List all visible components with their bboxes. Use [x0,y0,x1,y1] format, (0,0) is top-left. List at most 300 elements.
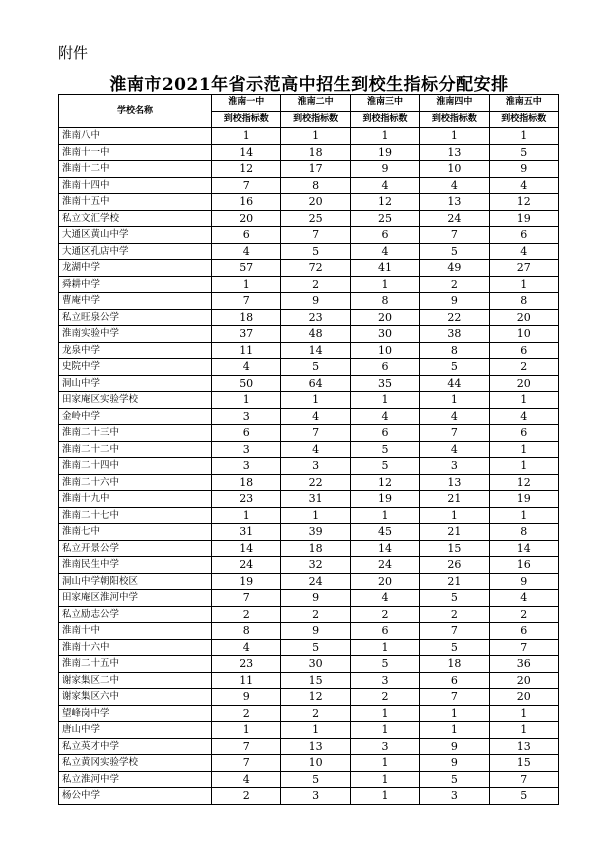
quota-cell: 7 [420,425,489,442]
school-name-cell: 淮南十四中 [59,177,212,194]
quota-cell: 19 [489,491,558,508]
school-name-cell: 私立英才中学 [59,738,212,755]
quota-cell: 6 [489,425,558,442]
quota-cell: 10 [420,161,489,178]
column-sub-header: 到校指标数 [350,111,419,128]
quota-cell: 4 [489,408,558,425]
quota-cell: 1 [212,507,281,524]
quota-cell: 11 [212,672,281,689]
quota-cell: 7 [212,755,281,772]
quota-cell: 13 [420,474,489,491]
attachment-label: 附件 [58,44,89,62]
table-row [59,458,559,475]
quota-cell: 7 [212,590,281,607]
quota-cell: 1 [489,276,558,293]
table-row [59,738,559,755]
quota-cell: 4 [212,639,281,656]
quota-cell: 1 [420,507,489,524]
quota-cell: 3 [212,458,281,475]
quota-cell: 1 [489,507,558,524]
table-row [59,342,559,359]
quota-cell: 45 [350,524,419,541]
quota-cell: 1 [281,722,350,739]
table-row [59,293,559,310]
quota-cell: 9 [350,161,419,178]
quota-cell: 4 [489,243,558,260]
quota-cell: 1 [489,458,558,475]
quota-cell: 1 [281,392,350,409]
school-name-cell: 私立淮河中学 [59,771,212,788]
quota-cell: 57 [212,260,281,277]
quota-cell: 20 [350,309,419,326]
quota-cell: 10 [489,326,558,343]
table-row [59,524,559,541]
school-name-cell: 大通区孔店中学 [59,243,212,260]
quota-cell: 5 [281,771,350,788]
quota-cell: 4 [350,590,419,607]
school-name-cell: 淮南二十二中 [59,441,212,458]
school-name-cell: 谢家集区六中 [59,689,212,706]
document-title: 淮南市2021年省示范高中招生到校生指标分配安排 [109,75,509,95]
quota-cell: 35 [350,375,419,392]
table-row [59,177,559,194]
quota-cell: 30 [350,326,419,343]
school-name-cell: 史院中学 [59,359,212,376]
table-header [59,95,559,128]
column-header-school: 淮南一中 [212,95,281,112]
quota-cell: 2 [420,606,489,623]
quota-cell: 38 [420,326,489,343]
quota-cell: 15 [420,540,489,557]
quota-cell: 12 [350,474,419,491]
school-name-cell: 私立黄冈实验学校 [59,755,212,772]
quota-cell: 24 [420,210,489,227]
quota-cell: 5 [350,656,419,673]
quota-cell: 2 [489,606,558,623]
quota-cell: 12 [281,689,350,706]
quota-cell: 4 [350,177,419,194]
column-sub-header: 到校指标数 [420,111,489,128]
table-row [59,408,559,425]
quota-cell: 7 [212,738,281,755]
school-name-cell: 私立旺泉公学 [59,309,212,326]
quota-cell: 18 [281,144,350,161]
school-name-cell: 田家庵区淮河中学 [59,590,212,607]
quota-cell: 10 [350,342,419,359]
quota-cell: 13 [420,144,489,161]
quota-cell: 5 [281,639,350,656]
school-name-cell: 淮南二十六中 [59,474,212,491]
quota-cell: 41 [350,260,419,277]
table-body [59,128,559,805]
quota-cell: 8 [281,177,350,194]
school-name-cell: 淮南十六中 [59,639,212,656]
quota-cell: 24 [350,557,419,574]
quota-cell: 6 [212,425,281,442]
quota-cell: 1 [350,755,419,772]
quota-cell: 2 [281,606,350,623]
quota-cell: 1 [212,128,281,145]
quota-cell: 17 [281,161,350,178]
table-row [59,771,559,788]
quota-cell: 31 [212,524,281,541]
school-name-cell: 淮南十一中 [59,144,212,161]
quota-cell: 7 [212,177,281,194]
quota-cell: 1 [212,276,281,293]
quota-cell: 32 [281,557,350,574]
quota-cell: 4 [212,771,281,788]
quota-cell: 5 [420,590,489,607]
school-name-cell: 私立励志公学 [59,606,212,623]
school-name-cell: 金岭中学 [59,408,212,425]
quota-cell: 1 [489,441,558,458]
quota-cell: 9 [420,738,489,755]
quota-cell: 5 [281,359,350,376]
quota-cell: 8 [420,342,489,359]
quota-cell: 26 [420,557,489,574]
school-name-cell: 唐山中学 [59,722,212,739]
school-name-cell: 大通区黄山中学 [59,227,212,244]
table-row [59,507,559,524]
quota-cell: 2 [212,705,281,722]
quota-cell: 15 [281,672,350,689]
quota-cell: 7 [281,227,350,244]
quota-cell: 3 [212,441,281,458]
quota-cell: 1 [350,705,419,722]
quota-cell: 6 [350,227,419,244]
quota-cell: 3 [281,788,350,805]
quota-cell: 18 [212,474,281,491]
quota-cell: 18 [212,309,281,326]
school-name-cell: 淮南二十七中 [59,507,212,524]
quota-cell: 31 [281,491,350,508]
quota-cell: 1 [420,128,489,145]
quota-cell: 2 [420,276,489,293]
table-row [59,326,559,343]
quota-cell: 21 [420,491,489,508]
quota-cell: 1 [350,722,419,739]
table-row [59,755,559,772]
quota-cell: 1 [212,392,281,409]
quota-cell: 3 [281,458,350,475]
school-name-cell: 淮南十五中 [59,194,212,211]
quota-cell: 23 [212,491,281,508]
quota-cell: 7 [281,425,350,442]
quota-cell: 23 [281,309,350,326]
quota-cell: 7 [212,293,281,310]
table-row [59,491,559,508]
quota-cell: 23 [212,656,281,673]
table-row [59,573,559,590]
quota-cell: 20 [489,672,558,689]
quota-cell: 24 [212,557,281,574]
quota-cell: 5 [420,243,489,260]
quota-cell: 24 [281,573,350,590]
table-row [59,689,559,706]
quota-cell: 16 [212,194,281,211]
quota-cell: 1 [489,128,558,145]
quota-cell: 5 [281,243,350,260]
quota-cell: 30 [281,656,350,673]
quota-cell: 11 [212,342,281,359]
school-name-cell: 舜耕中学 [59,276,212,293]
school-name-cell: 私立文汇学校 [59,210,212,227]
quota-cell: 9 [281,293,350,310]
quota-cell: 4 [420,177,489,194]
school-name-cell: 淮南十二中 [59,161,212,178]
table-row [59,441,559,458]
quota-cell: 2 [281,276,350,293]
quota-cell: 19 [350,144,419,161]
quota-cell: 37 [212,326,281,343]
column-header-school: 淮南三中 [350,95,419,112]
table-row [59,309,559,326]
quota-cell: 2 [212,788,281,805]
school-name-cell: 淮南实验中学 [59,326,212,343]
quota-cell: 18 [420,656,489,673]
quota-cell: 48 [281,326,350,343]
school-name-cell: 私立开景公学 [59,540,212,557]
quota-cell: 13 [420,194,489,211]
table-row [59,557,559,574]
quota-cell: 1 [489,722,558,739]
quota-cell: 1 [350,788,419,805]
quota-cell: 14 [281,342,350,359]
table-row [59,375,559,392]
quota-cell: 3 [350,738,419,755]
school-name-cell: 淮南八中 [59,128,212,145]
quota-cell: 20 [489,689,558,706]
school-name-cell: 龙湖中学 [59,260,212,277]
quota-cell: 72 [281,260,350,277]
quota-cell: 7 [489,639,558,656]
quota-cell: 9 [212,689,281,706]
quota-cell: 7 [489,771,558,788]
quota-cell: 9 [489,161,558,178]
school-name-cell: 淮南十中 [59,623,212,640]
quota-cell: 3 [212,408,281,425]
quota-cell: 4 [281,441,350,458]
column-header-school: 淮南四中 [420,95,489,112]
school-name-cell: 淮南二十三中 [59,425,212,442]
quota-cell: 1 [489,392,558,409]
quota-cell: 2 [212,606,281,623]
quota-cell: 12 [489,474,558,491]
table-row [59,606,559,623]
quota-cell: 2 [350,606,419,623]
quota-cell: 8 [212,623,281,640]
school-name-cell: 杨公中学 [59,788,212,805]
quota-cell: 9 [420,755,489,772]
quota-cell: 1 [420,392,489,409]
school-name-cell: 淮南二十四中 [59,458,212,475]
quota-cell: 4 [420,408,489,425]
table-row [59,359,559,376]
column-header-school: 淮南五中 [489,95,558,112]
quota-cell: 4 [489,177,558,194]
school-name-cell: 龙泉中学 [59,342,212,359]
table-row [59,144,559,161]
quota-cell: 12 [350,194,419,211]
quota-cell: 1 [489,705,558,722]
quota-cell: 14 [212,144,281,161]
quota-cell: 20 [489,375,558,392]
quota-cell: 6 [350,425,419,442]
quota-cell: 14 [350,540,419,557]
quota-cell: 1 [281,128,350,145]
quota-cell: 6 [420,672,489,689]
table-row [59,623,559,640]
quota-cell: 20 [350,573,419,590]
quota-cell: 7 [420,623,489,640]
quota-cell: 9 [281,623,350,640]
school-name-cell: 谢家集区二中 [59,672,212,689]
quota-cell: 15 [489,755,558,772]
quota-cell: 1 [281,507,350,524]
quota-cell: 1 [350,507,419,524]
table-row [59,705,559,722]
table-row [59,788,559,805]
quota-cell: 13 [281,738,350,755]
quota-cell: 20 [489,309,558,326]
quota-cell: 22 [281,474,350,491]
quota-cell: 21 [420,524,489,541]
school-name-cell: 淮南十九中 [59,491,212,508]
quota-cell: 20 [212,210,281,227]
quota-cell: 9 [489,573,558,590]
quota-cell: 1 [350,392,419,409]
quota-cell: 6 [489,227,558,244]
quota-cell: 3 [350,672,419,689]
quota-cell: 8 [489,293,558,310]
quota-cell: 4 [212,359,281,376]
quota-cell: 16 [489,557,558,574]
school-name-cell: 洞山中学朝阳校区 [59,573,212,590]
quota-cell: 12 [212,161,281,178]
table-row [59,639,559,656]
quota-cell: 4 [281,408,350,425]
school-name-cell: 淮南民生中学 [59,557,212,574]
quota-cell: 2 [350,689,419,706]
quota-cell: 1 [420,705,489,722]
table-row [59,656,559,673]
quota-cell: 10 [281,755,350,772]
quota-cell: 1 [350,128,419,145]
quota-cell: 7 [420,689,489,706]
table-row [59,425,559,442]
school-name-header: 学校名称 [59,95,212,128]
quota-cell: 25 [281,210,350,227]
table-row [59,243,559,260]
quota-cell: 5 [420,639,489,656]
school-name-cell: 淮南二十五中 [59,656,212,673]
quota-cell: 1 [420,722,489,739]
quota-cell: 36 [489,656,558,673]
allocation-table [58,94,559,805]
quota-cell: 25 [350,210,419,227]
quota-cell: 12 [489,194,558,211]
quota-cell: 2 [489,359,558,376]
quota-cell: 4 [350,243,419,260]
quota-cell: 14 [489,540,558,557]
quota-cell: 49 [420,260,489,277]
quota-cell: 6 [350,359,419,376]
quota-cell: 20 [281,194,350,211]
quota-cell: 64 [281,375,350,392]
quota-cell: 8 [489,524,558,541]
school-name-cell: 田家庵区实验学校 [59,392,212,409]
column-header-school: 淮南二中 [281,95,350,112]
school-name-cell: 曹庵中学 [59,293,212,310]
column-sub-header: 到校指标数 [212,111,281,128]
quota-cell: 21 [420,573,489,590]
quota-cell: 19 [489,210,558,227]
quota-cell: 6 [212,227,281,244]
quota-cell: 50 [212,375,281,392]
quota-cell: 9 [281,590,350,607]
table-row [59,194,559,211]
quota-cell: 22 [420,309,489,326]
table-row [59,227,559,244]
quota-cell: 3 [420,788,489,805]
school-name-cell: 望峰岗中学 [59,705,212,722]
column-sub-header: 到校指标数 [281,111,350,128]
quota-cell: 1 [350,771,419,788]
table-row [59,474,559,491]
column-sub-header: 到校指标数 [489,111,558,128]
table-row [59,722,559,739]
quota-cell: 19 [350,491,419,508]
table-row [59,672,559,689]
table-row [59,128,559,145]
quota-cell: 1 [350,276,419,293]
quota-cell: 14 [212,540,281,557]
quota-cell: 19 [212,573,281,590]
table-row [59,590,559,607]
school-name-cell: 淮南七中 [59,524,212,541]
table-row [59,392,559,409]
quota-cell: 8 [350,293,419,310]
quota-cell: 7 [420,227,489,244]
quota-cell: 5 [489,788,558,805]
quota-cell: 6 [350,623,419,640]
quota-cell: 27 [489,260,558,277]
quota-cell: 13 [489,738,558,755]
quota-cell: 5 [420,771,489,788]
table-row [59,161,559,178]
quota-cell: 1 [350,639,419,656]
quota-cell: 4 [350,408,419,425]
quota-cell: 39 [281,524,350,541]
table-row [59,540,559,557]
quota-cell: 4 [420,441,489,458]
quota-cell: 5 [350,458,419,475]
quota-cell: 4 [212,243,281,260]
quota-cell: 18 [281,540,350,557]
quota-cell: 4 [489,590,558,607]
quota-cell: 6 [489,342,558,359]
quota-cell: 9 [420,293,489,310]
quota-cell: 1 [212,722,281,739]
school-name-cell: 洞山中学 [59,375,212,392]
header-row-schools [59,95,559,112]
table-row [59,276,559,293]
quota-cell: 3 [420,458,489,475]
quota-cell: 5 [420,359,489,376]
table-row [59,210,559,227]
quota-cell: 5 [350,441,419,458]
table-row [59,260,559,277]
